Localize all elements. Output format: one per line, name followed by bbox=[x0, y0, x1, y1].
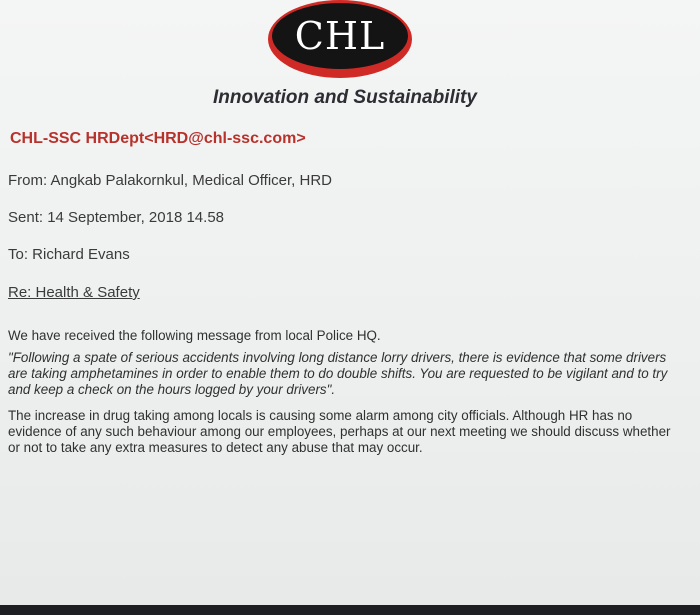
email-body-intro: We have received the following message from local Police HQ. bbox=[8, 328, 381, 343]
email-body-quote: "Following a spate of serious accidents involving long distance lorry drivers, there is evidence that some drivers are taking amphetamines in order to enable them to do double shifts. You are requested to be vigilant and to try and keep a check on the hours logged by your drivers". bbox=[8, 350, 668, 397]
screen-bottom-edge bbox=[0, 605, 700, 615]
email-from: From: Angkab Palakornkul, Medical Officer, HRD bbox=[8, 172, 333, 189]
email-to: To: Richard Evans bbox=[8, 246, 130, 263]
chl-logo bbox=[268, 0, 412, 78]
chl-logo-text: CHL bbox=[294, 14, 386, 58]
company-tagline: Innovation and Sustainability bbox=[213, 87, 477, 108]
email-subject: Re: Health & Safety bbox=[8, 284, 140, 301]
email-sender: CHL-SSC HRDept<HRD@chl-ssc.com> bbox=[10, 130, 306, 147]
chl-logo-badge bbox=[272, 3, 408, 69]
email-sent: Sent: 14 September, 2018 14.58 bbox=[8, 209, 224, 226]
email-body bbox=[8, 328, 684, 456]
email-body-closing: The increase in drug taking among locals is causing some alarm among city officials. Although HR has no evidence of any such behaviour among our employees, perhaps at our next meeting we should discuss whether or not to take any extra measures to detect any abuse that may occur. bbox=[8, 408, 671, 455]
